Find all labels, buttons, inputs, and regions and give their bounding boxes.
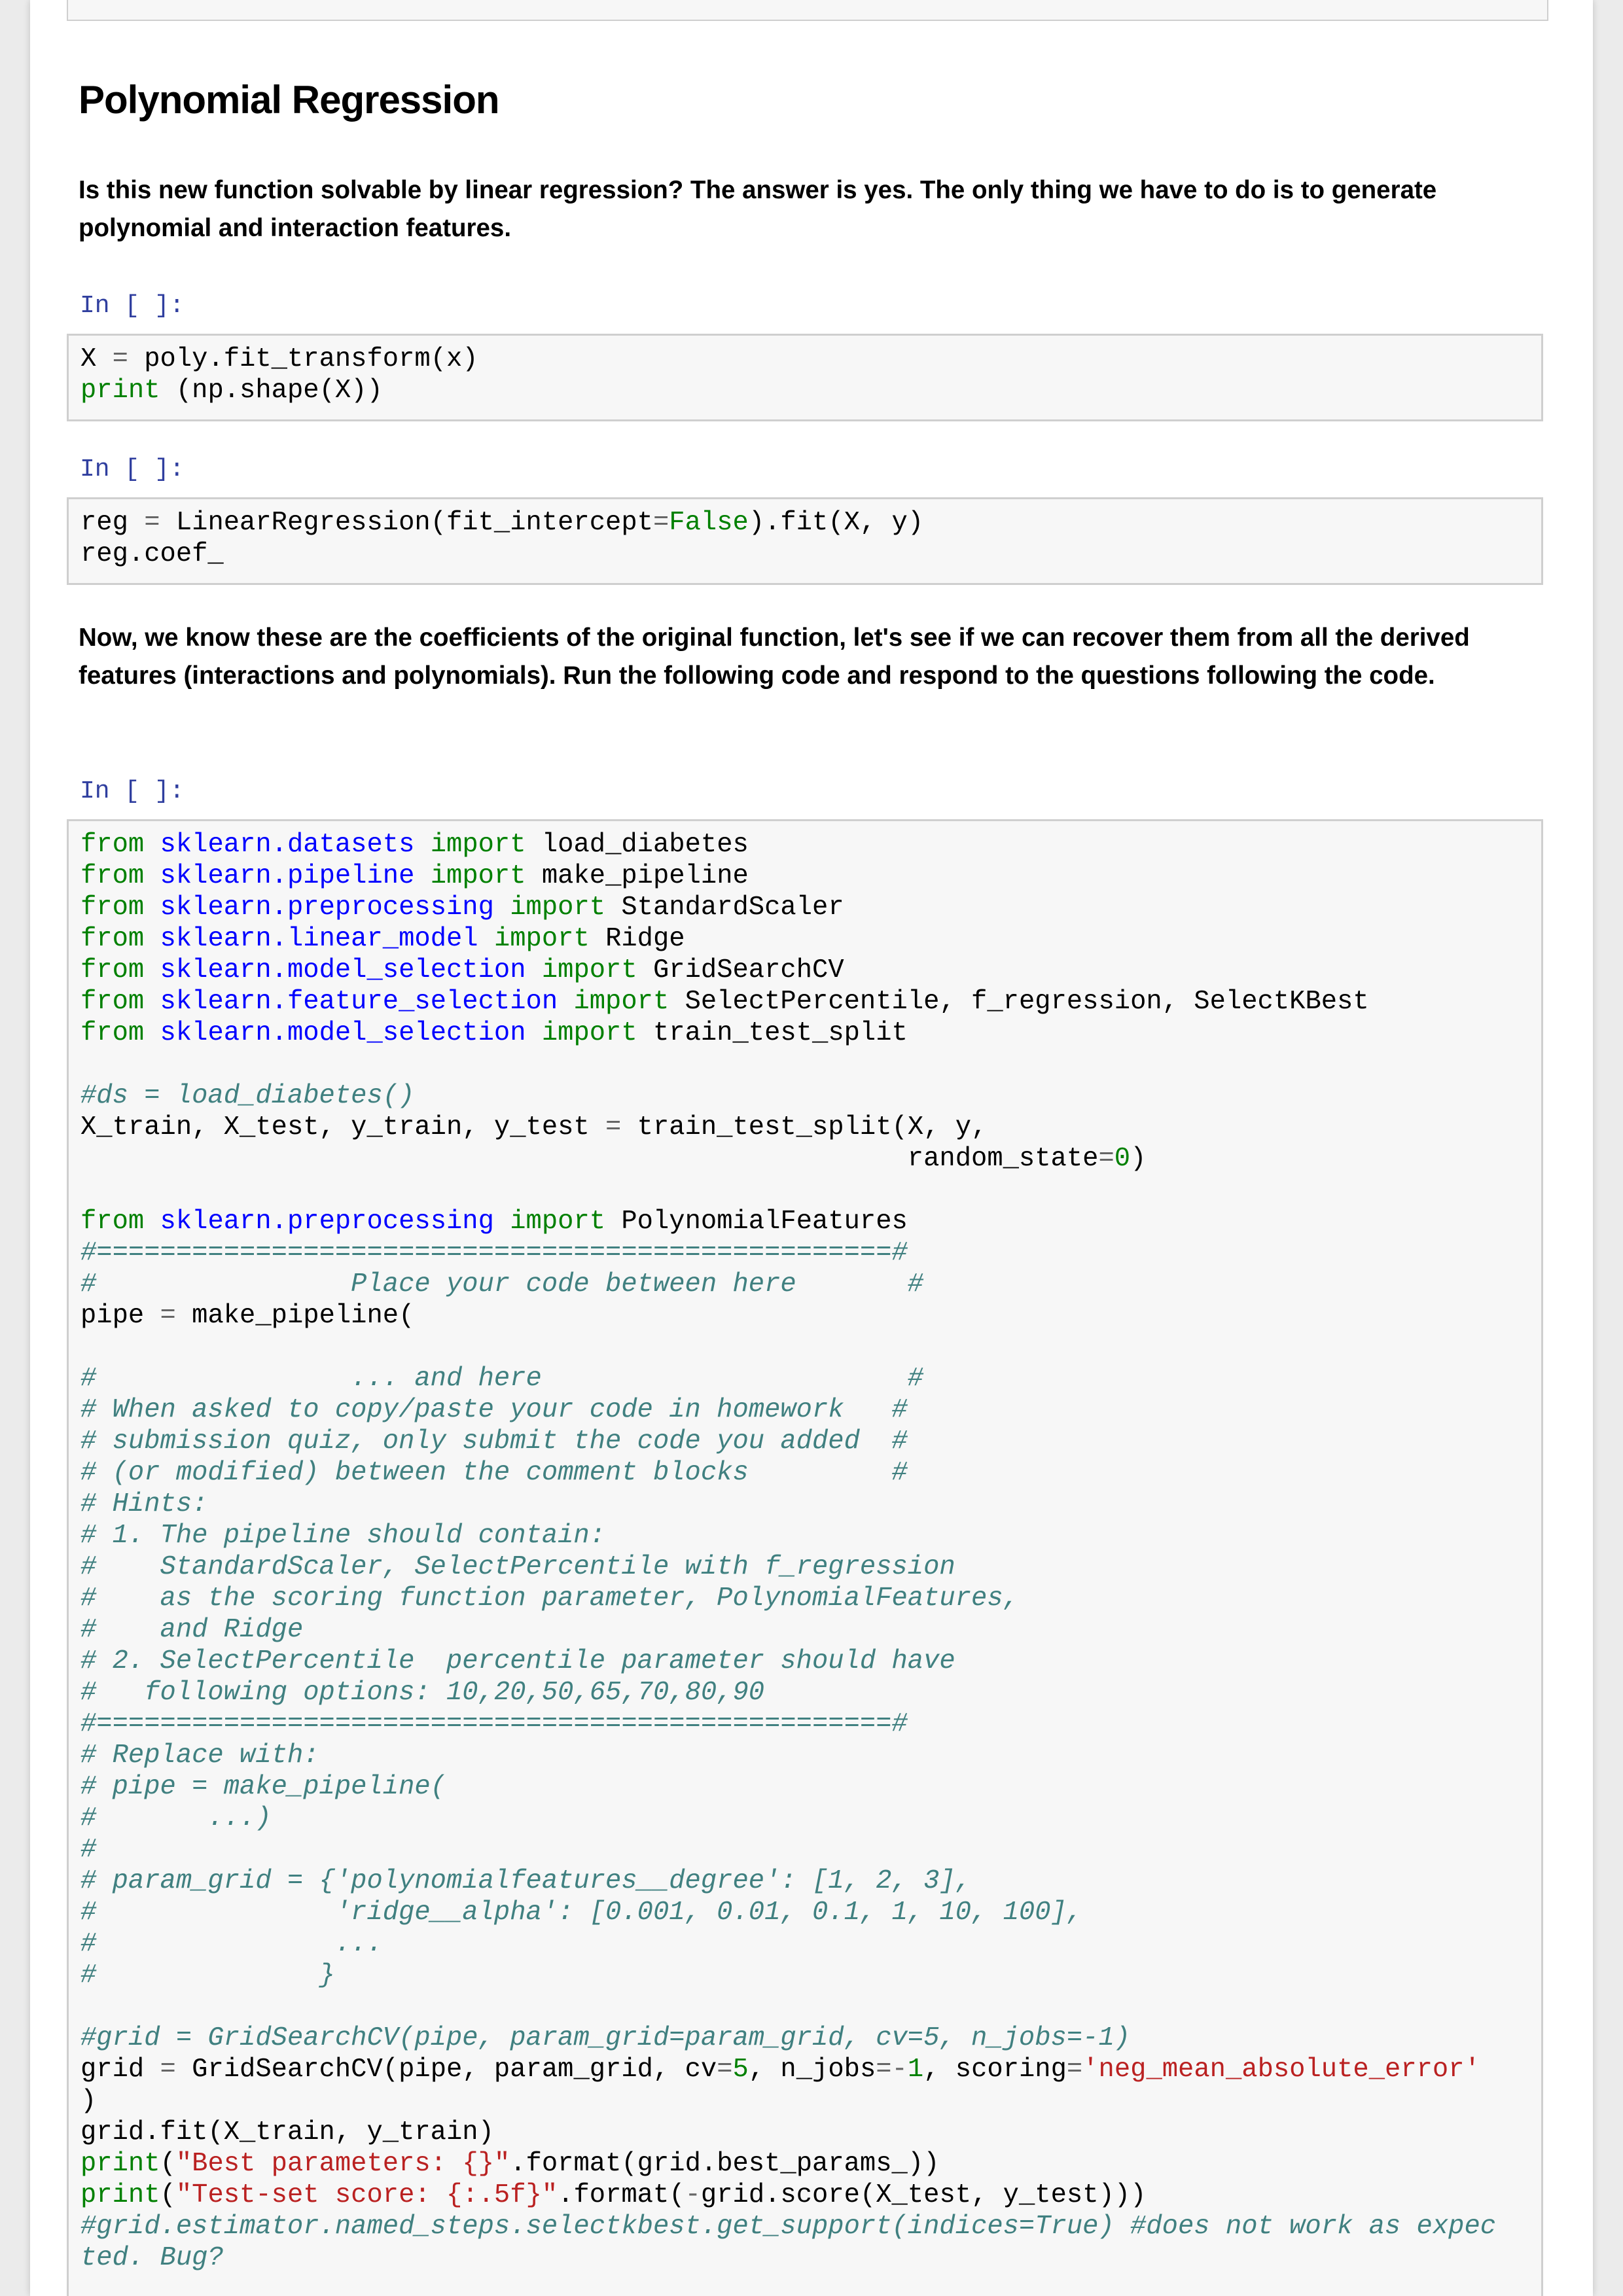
code-line: reg.coef_ <box>80 539 224 569</box>
notebook-page <box>30 0 1593 2296</box>
section-heading: Polynomial Regression <box>79 78 499 122</box>
markdown-paragraph-1: Is this new function solvable by linear regression? The answer is yes. The only thing we have to do is to generate polynomial and interaction features. <box>79 176 1437 242</box>
code-line: #grid.estimator.named_steps.selectkbest.get_support(indices=True) #does not work as expec <box>80 2212 1497 2242</box>
code-line: grid = GridSearchCV(pipe, param_grid, cv=5, n_jobs=-1, scoring='neg_mean_absolute_error' <box>80 2055 1480 2085</box>
code-line: # submission quiz, only submit the code you added # <box>80 1426 908 1457</box>
code-line: X = poly.fit_transform(x) <box>80 344 478 374</box>
previous-cell-bottom <box>67 0 1548 21</box>
code-line: # 'ridge__alpha': [0.001, 0.01, 0.1, 1, 10, 100], <box>80 1898 1083 1928</box>
code-line: from sklearn.preprocessing import StandardScaler <box>80 892 844 923</box>
code-line: # ... and here # <box>80 1364 924 1394</box>
code-line: # pipe = make_pipeline( <box>80 1772 446 1802</box>
code-line: # 2. SelectPercentile percentile parameter should have <box>80 1646 955 1676</box>
code-line: # Hints: <box>80 1489 208 1519</box>
code-cell-2[interactable] <box>67 497 1543 585</box>
code-line: print("Best parameters: {}".format(grid.best_params_)) <box>80 2149 940 2179</box>
code-line: #==================================================# <box>80 1238 908 1268</box>
code-line: # <box>80 1835 97 1865</box>
code-line: # Replace with: <box>80 1740 319 1771</box>
code-line: from sklearn.linear_model import Ridge <box>80 924 685 954</box>
code-line: # param_grid = {'polynomialfeatures__degree': [1, 2, 3], <box>80 1866 972 1896</box>
code-line: # and Ridge <box>80 1615 304 1645</box>
code-line: pipe = make_pipeline( <box>80 1301 415 1331</box>
code-line: #grid = GridSearchCV(pipe, param_grid=param_grid, cv=5, n_jobs=-1) <box>80 2023 1131 2053</box>
code-cell-1[interactable] <box>67 334 1543 421</box>
input-prompt-2: In [ ]: <box>80 455 185 484</box>
code-cell-2-source <box>80 507 923 570</box>
code-line: # 1. The pipeline should contain: <box>80 1521 606 1551</box>
code-line: X_train, X_test, y_train, y_test = train_test_split(X, y, <box>80 1112 988 1142</box>
code-line: from sklearn.model_selection import GridSearchCV <box>80 955 844 985</box>
code-line: print (np.shape(X)) <box>80 376 383 406</box>
code-line: from sklearn.preprocessing import PolynomialFeatures <box>80 1207 908 1237</box>
code-line: # ... <box>80 1929 383 1959</box>
code-line: random_state=0) <box>80 1144 1147 1174</box>
code-line: # Place your code between here # <box>80 1269 924 1299</box>
code-line: # ...) <box>80 1803 272 1833</box>
input-prompt-1: In [ ]: <box>80 292 185 320</box>
code-line: ) <box>80 2086 97 2116</box>
code-cell-3-source <box>80 829 1496 2274</box>
markdown-paragraph-2: Now, we know these are the coefficients of the original function, let's see if we can recover them from all the derived features (interactions and polynomials). Run the following code and respond to the questions following the code. <box>79 624 1470 690</box>
code-line: # (or modified) between the comment blocks # <box>80 1458 908 1488</box>
code-line: #==================================================# <box>80 1709 908 1739</box>
code-line: ted. Bug? <box>80 2243 224 2273</box>
code-cell-1-source <box>80 344 478 406</box>
code-line: # } <box>80 1960 335 1990</box>
code-line: # as the scoring function parameter, PolynomialFeatures, <box>80 1583 1019 1614</box>
input-prompt-3: In [ ]: <box>80 777 185 805</box>
code-cell-3[interactable] <box>67 819 1543 2296</box>
code-line: from sklearn.model_selection import train_test_split <box>80 1018 908 1048</box>
code-line: print("Test-set score: {:.5f}".format(-grid.score(X_test, y_test))) <box>80 2180 1147 2210</box>
code-line: reg = LinearRegression(fit_intercept=False).fit(X, y) <box>80 508 924 538</box>
code-line: # When asked to copy/paste your code in homework # <box>80 1395 908 1425</box>
code-line: from sklearn.feature_selection import SelectPercentile, f_regression, SelectKBest <box>80 987 1369 1017</box>
code-line: from sklearn.datasets import load_diabetes <box>80 830 749 860</box>
code-line: #ds = load_diabetes() <box>80 1081 415 1111</box>
code-line: grid.fit(X_train, y_train) <box>80 2117 494 2147</box>
code-line: from sklearn.pipeline import make_pipeline <box>80 861 749 891</box>
code-line: # StandardScaler, SelectPercentile with f_regression <box>80 1552 955 1582</box>
code-line: # following options: 10,20,50,65,70,80,90 <box>80 1678 765 1708</box>
